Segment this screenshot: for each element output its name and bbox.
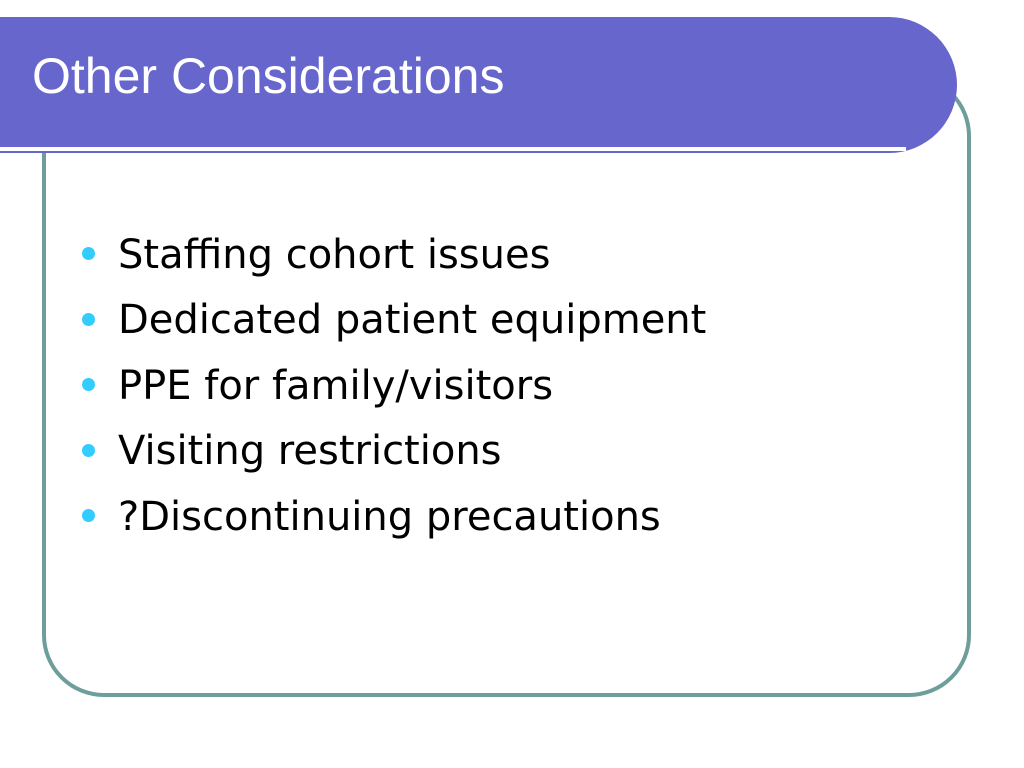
bullet-dot-icon [82,313,95,326]
bullet-dot-icon [82,509,95,522]
slide-title: Other Considerations [32,48,505,104]
bullet-text: ?Discontinuing precautions [118,493,661,540]
bullet-text: PPE for family/visitors [118,362,554,409]
bullet-item [82,353,706,419]
bullet-item [82,484,706,550]
bullet-dot-icon [82,378,95,391]
bullet-text: Visiting restrictions [118,428,502,475]
bullet-dot-icon [82,444,95,457]
bullet-item [82,222,706,288]
bullet-text: Staffing cohort issues [118,231,551,278]
bullet-list [82,222,706,550]
bullet-item [82,288,706,354]
bullet-dot-icon [82,247,95,260]
title-underline [0,147,906,151]
bullet-item [82,419,706,485]
bullet-text: Dedicated patient equipment [118,297,707,344]
